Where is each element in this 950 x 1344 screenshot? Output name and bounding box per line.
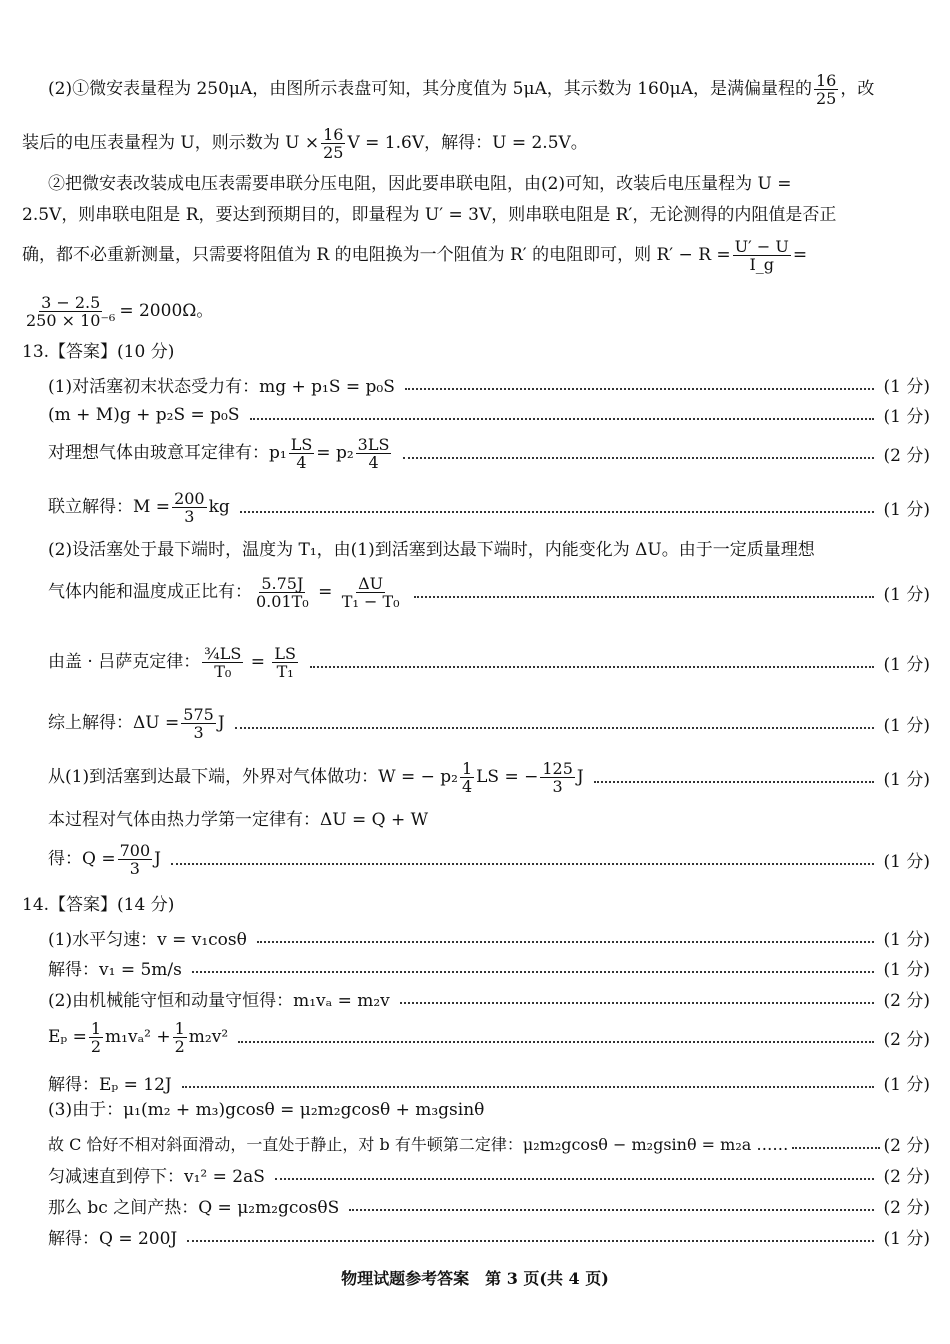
q13-row-2: [48, 402, 930, 427]
q14-row-9: [48, 1193, 930, 1218]
points: (1 分): [883, 960, 930, 980]
row-text: (2)由机械能守恒和动量守恒得：m₁vₐ = m₂v: [48, 991, 390, 1011]
q12-text: 装后的电压表量程为 U，则示数为 U ×: [22, 133, 320, 153]
q14-row-7: [48, 1131, 930, 1156]
points: (2 分): [883, 446, 930, 466]
row-text: 解得：v₁ = 5m/s: [48, 960, 182, 980]
points: (2 分): [883, 1167, 930, 1187]
fraction-result: $\frac{3 - 2.5}{\text{250 × 10⁻⁶}}$: [26, 293, 116, 330]
q13-row-11: [48, 842, 930, 877]
q12-line-2: [22, 126, 588, 161]
points: (2 分): [883, 1198, 930, 1218]
q12-line-5: [22, 238, 807, 273]
q13-row-5: (2)设活塞处于最下端时，温度为 T₁，由(1)到活塞到达最下端时，内能变化为 ΔU。由于一定质量理想: [48, 540, 815, 560]
row-text: 解得：Eₚ = 12J: [48, 1075, 172, 1095]
fraction-16-25: $\frac{16}{25}$: [323, 125, 344, 162]
row-text: (1)水平匀速：v = v₁cosθ: [48, 930, 247, 950]
q12-line-3: ②把微安表改装成电压表需要串联分压电阻，因此要串联电阻，由(2)可知，改装后电压量程为 U =: [48, 174, 792, 194]
q12-text: 确，都不必重新测量，只需要将阻值为 R 的电阻换为一个阻值为 R′ 的电阻即可，则 R′ − R =: [22, 245, 731, 265]
q14-row-2: [48, 955, 930, 980]
q14-row-5: [48, 1070, 930, 1095]
points: (2 分): [883, 1030, 930, 1050]
points: (1 分): [883, 1075, 930, 1095]
row-text: 联立解得：M = $\frac{200}{3}$ kg: [48, 489, 230, 526]
q12-text: =: [792, 245, 808, 265]
q12-line-1: [48, 72, 874, 107]
points: (1 分): [883, 585, 930, 605]
page-footer: 物理试题参考答案 第 3 页(共 4 页): [341, 1269, 609, 1288]
q14-row-1: [48, 925, 930, 950]
row-text: (1)对活塞初末状态受力有：mg + p₁S = p₀S: [48, 377, 395, 397]
row-text: 那么 bc 之间产热：Q = μ₂m₂gcosθS: [48, 1198, 340, 1218]
row-text: 故 C 恰好不相对斜面滑动，一直处于静止，对 b 有牛顿第二定律：μ₂m₂gcosθ − m₂gsinθ = m₂a ……: [48, 1135, 789, 1154]
points: (1 分): [883, 655, 930, 675]
q12-text: (2)①微安表量程为 250μA，由图所示表盘可知，其分度值为 5μA，其示数为 160μA，是满偏量程的: [48, 79, 812, 99]
q13-row-9: [48, 760, 930, 795]
q13-row-3: [48, 436, 930, 471]
q13-header: 13.【答案】(10 分): [22, 342, 175, 362]
q13-row-1: [48, 372, 930, 397]
points: (1 分): [883, 716, 930, 736]
row-text: 气体内能和温度成正比有： $\frac{5.75J}{\text{0.01T₀}}$ = $\frac{\Delta U}{\text{T₁ − T₀}}$: [48, 574, 400, 611]
row-text: 匀减速直到停下：v₁² = 2aS: [48, 1167, 265, 1187]
points: (1 分): [883, 852, 930, 872]
points: (1 分): [883, 407, 930, 427]
row-text: 综上解得：ΔU = $\frac{575}{3}$ J: [48, 705, 225, 742]
q13-row-6: [48, 575, 930, 610]
points: (2 分): [883, 991, 930, 1011]
q13-row-4: [48, 490, 930, 525]
q12-line-4: 2.5V，则串联电阻是 R，要达到预期目的，即量程为 U′ = 3V，则串联电阻是 R′，无论测得的内阻值是否正: [22, 205, 837, 225]
row-text: 由盖 · 吕萨克定律： $\frac{\text{¾LS}}{\text{T₀}}$ = $\frac{LS}{\text{T₁}}$: [48, 644, 296, 681]
row-text: Eₚ = $\frac{1}{2}$ m₁vₐ² + $\frac{1}{2}$ m₂v²: [48, 1019, 229, 1056]
points: (1 分): [883, 930, 930, 950]
points: (1 分): [883, 1229, 930, 1249]
q14-row-10: [48, 1224, 930, 1249]
row-text: 得：Q = $\frac{700}{3}$ J: [48, 841, 161, 878]
points: (2 分): [883, 1136, 930, 1156]
fraction-u-ig: $\frac{U' - U}{I\_g}$: [734, 237, 789, 274]
q14-row-6: (3)由于：μ₁(m₂ + m₃)gcosθ = μ₂m₂gcosθ + m₃gsinθ: [48, 1100, 485, 1120]
q12-text: = 2000Ω。: [119, 301, 214, 321]
q12-text: V = 1.6V，解得：U = 2.5V。: [347, 133, 588, 153]
fraction-16-25: $\frac{16}{25}$: [815, 71, 837, 108]
points: (1 分): [883, 500, 930, 520]
row-text: 从(1)到活塞到达最下端，外界对气体做功：W = − p₂ $\frac{1}{4}$ LS = − $\frac{125}{3}$ J: [48, 759, 584, 796]
q14-header: 14.【答案】(14 分): [22, 895, 175, 915]
q13-row-8: [48, 706, 930, 741]
row-text: 对理想气体由玻意耳定律有：p₁ $\frac{LS}{4}$ = p₂ $\frac{3LS}{4}$: [48, 435, 390, 472]
q14-row-3: [48, 986, 930, 1011]
q13-row-10: 本过程对气体由热力学第一定律有：ΔU = Q + W: [48, 810, 429, 830]
points: (1 分): [883, 377, 930, 397]
points: (1 分): [883, 770, 930, 790]
q13-row-7: [48, 645, 930, 680]
q12-line-6: [22, 294, 213, 329]
row-text: (m + M)g + p₂S = p₀S: [48, 404, 240, 425]
q14-row-8: [48, 1162, 930, 1187]
q12-text: ，改: [840, 79, 875, 99]
q14-row-4: [48, 1020, 930, 1055]
row-text: 解得：Q = 200J: [48, 1229, 178, 1249]
